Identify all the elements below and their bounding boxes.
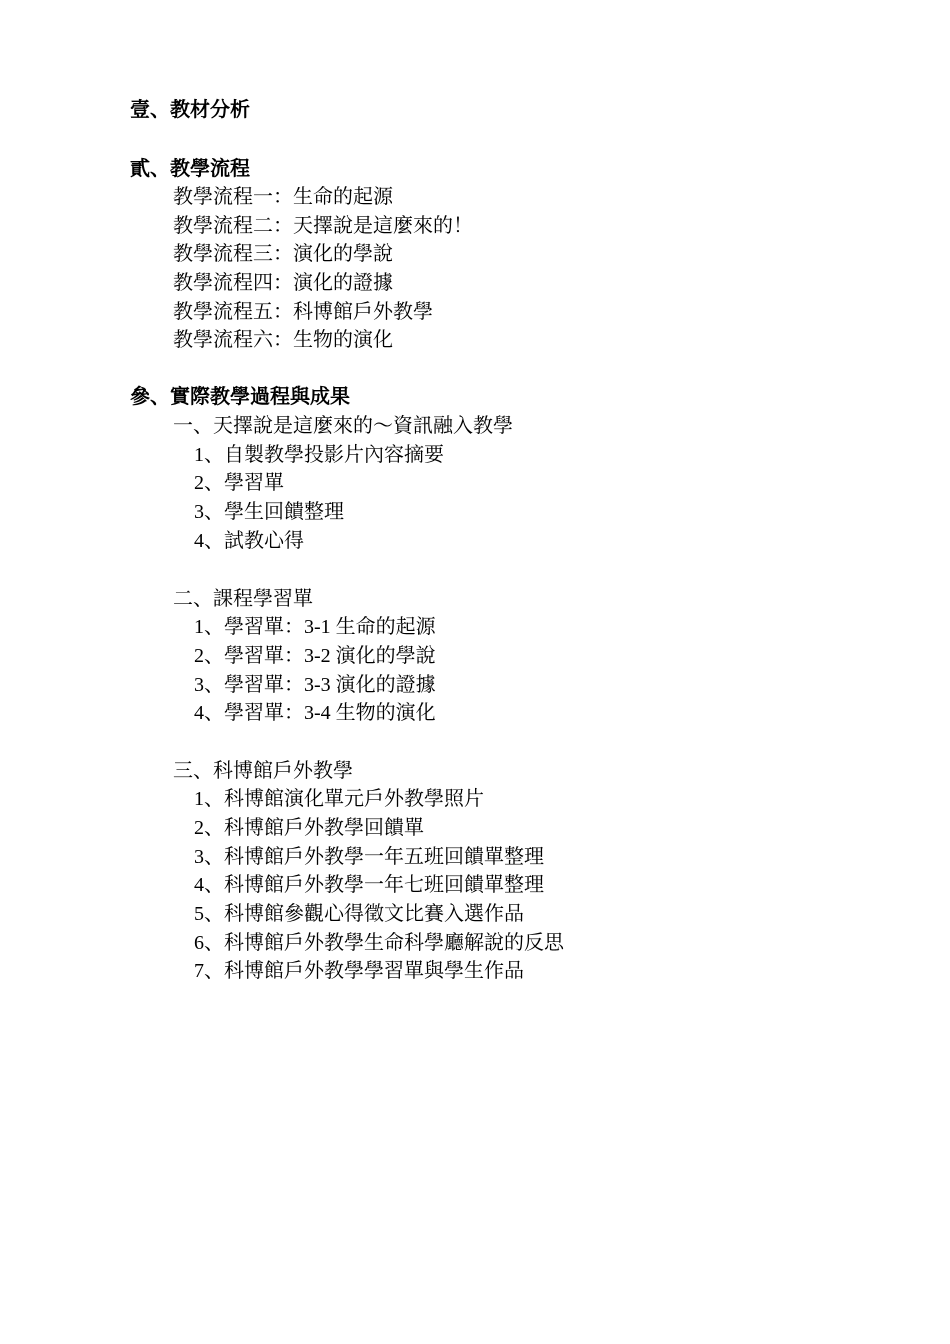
flow-item: 教學流程五：科博館戶外教學 [173,301,433,323]
list-item: 6、科博館戶外教學生命科學廳解說的反思 [194,932,564,954]
list-item: 1、科博館演化單元戶外教學照片 [194,788,484,810]
section-heading-results: 參、實際教學過程與成果 [130,386,350,408]
subsection-title: 一、天擇說是這麼來的～資訊融入教學 [173,415,513,437]
list-item: 3、科博館戶外教學一年五班回饋單整理 [194,846,544,868]
list-item: 2、學習單：3-2 演化的學說 [194,645,436,667]
list-item: 1、自製教學投影片內容摘要 [194,444,444,466]
list-item: 4、學習單：3-4 生物的演化 [194,702,436,724]
list-item: 1、學習單：3-1 生命的起源 [194,616,436,638]
list-item: 7、科博館戶外教學學習單與學生作品 [194,960,524,982]
flow-item: 教學流程三：演化的學說 [173,243,393,265]
flow-item: 教學流程六：生物的演化 [173,329,393,351]
list-item: 4、試教心得 [194,530,304,552]
subsection-title: 二、課程學習單 [173,588,313,610]
subsection-title: 三、科博館戶外教學 [173,760,353,782]
list-item: 4、科博館戶外教學一年七班回饋單整理 [194,874,544,896]
section-heading-analysis: 壹、教材分析 [130,99,250,121]
flow-item: 教學流程一：生命的起源 [173,186,393,208]
flow-item: 教學流程二：天擇說是這麼來的！ [173,215,473,237]
section-heading-flow: 貳、教學流程 [130,158,250,180]
list-item: 2、學習單 [194,472,284,494]
list-item: 2、科博館戶外教學回饋單 [194,817,424,839]
flow-item: 教學流程四：演化的證據 [173,272,393,294]
list-item: 3、學習單：3-3 演化的證據 [194,674,436,696]
list-item: 5、科博館參觀心得徵文比賽入選作品 [194,903,524,925]
list-item: 3、學生回饋整理 [194,501,344,523]
